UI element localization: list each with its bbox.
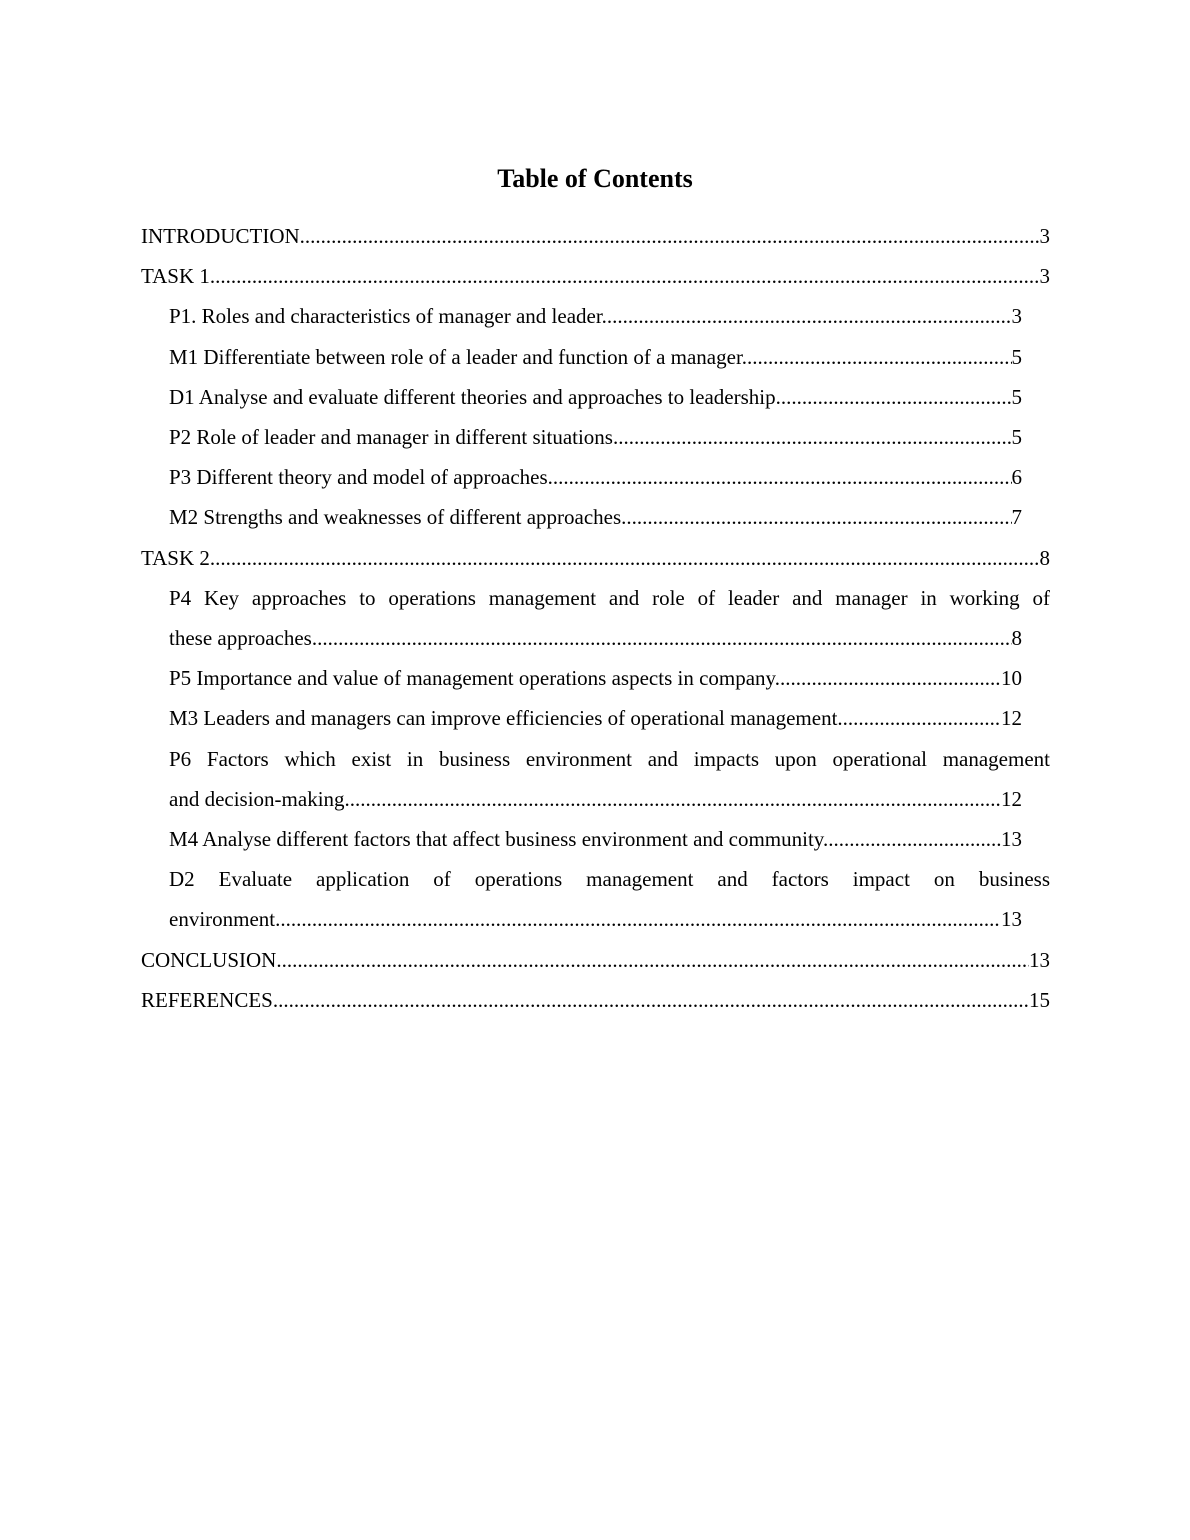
toc-entry-conclusion[interactable] bbox=[141, 940, 1050, 980]
toc-entry-text-line-2: environment bbox=[169, 907, 276, 932]
toc-entry-text: P5 Importance and value of management operations aspects in company bbox=[169, 666, 775, 691]
toc-entry-introduction[interactable] bbox=[141, 216, 1050, 256]
toc-entry-text: P3 Different theory and model of approaches bbox=[169, 465, 548, 490]
toc-entry-page: 6 bbox=[1011, 465, 1022, 490]
toc-entry-page: 3 bbox=[1011, 304, 1022, 329]
toc-entry-m3[interactable] bbox=[169, 698, 1022, 738]
toc-entry-text: CONCLUSION bbox=[141, 947, 277, 972]
toc-entry-task-1[interactable] bbox=[141, 256, 1050, 296]
toc-entry-page: 8 bbox=[1039, 545, 1050, 570]
toc-entry-page: 12 bbox=[1001, 786, 1022, 811]
toc-entry-page: 13 bbox=[1001, 827, 1022, 852]
toc-entry-text-line-2: these approaches bbox=[169, 626, 312, 651]
toc-entry-p3[interactable] bbox=[169, 457, 1022, 497]
toc-entry-references[interactable] bbox=[141, 980, 1050, 1020]
toc-entry-m4[interactable] bbox=[169, 819, 1022, 859]
toc-entry-text-line-1: P4 Key approaches to operations management and role of leader and manager in working of bbox=[169, 585, 1050, 610]
toc-entry-page: 15 bbox=[1029, 987, 1050, 1012]
toc-entry-text: P1. Roles and characteristics of manager and leader bbox=[169, 304, 602, 329]
toc-entry-p6[interactable] bbox=[169, 739, 1050, 819]
toc-title: Table of Contents bbox=[497, 164, 693, 193]
toc-entry-p4[interactable] bbox=[169, 578, 1050, 658]
toc-entry-d2[interactable] bbox=[169, 859, 1050, 939]
toc-entry-text: TASK 1 bbox=[141, 264, 210, 289]
toc-entry-text: M3 Leaders and managers can improve efficiencies of operational management bbox=[169, 706, 838, 731]
toc-entry-text: REFERENCES bbox=[141, 987, 273, 1012]
toc-entry-page: 5 bbox=[1011, 384, 1022, 409]
toc-entry-page: 7 bbox=[1011, 505, 1022, 530]
toc-entry-page: 5 bbox=[1011, 425, 1022, 450]
toc-entry-d1[interactable] bbox=[169, 377, 1022, 417]
toc-entry-text: D1 Analyse and evaluate different theories and approaches to leadership bbox=[169, 384, 776, 409]
toc-list bbox=[141, 216, 1050, 1020]
toc-entry-page: 10 bbox=[1001, 666, 1022, 691]
toc-entry-m1[interactable] bbox=[169, 337, 1022, 377]
toc-entry-text-line-1: P6 Factors which exist in business environment and impacts upon operational management bbox=[169, 746, 1050, 771]
toc-entry-page: 13 bbox=[1029, 947, 1050, 972]
toc-entry-m2[interactable] bbox=[169, 497, 1022, 537]
toc-entry-page: 3 bbox=[1039, 264, 1050, 289]
toc-entry-p5[interactable] bbox=[169, 658, 1022, 698]
toc-entry-text: M4 Analyse different factors that affect business environment and community bbox=[169, 827, 823, 852]
toc-entry-text-line-2: and decision-making bbox=[169, 786, 345, 811]
toc-entry-text: M1 Differentiate between role of a leader and function of a manager bbox=[169, 344, 742, 369]
toc-entry-page: 5 bbox=[1011, 344, 1022, 369]
toc-entry-text: P2 Role of leader and manager in different situations bbox=[169, 425, 613, 450]
toc-entry-page: 3 bbox=[1039, 224, 1050, 248]
toc-entry-task-2[interactable] bbox=[141, 538, 1050, 578]
toc-entry-page: 13 bbox=[1001, 907, 1022, 932]
toc-entry-text: TASK 2 bbox=[141, 545, 210, 570]
toc-entry-page: 12 bbox=[1001, 706, 1022, 731]
toc-entry-page: 8 bbox=[1011, 626, 1022, 651]
toc-entry-text: M2 Strengths and weaknesses of different approaches bbox=[169, 505, 622, 530]
toc-entry-p2[interactable] bbox=[169, 417, 1022, 457]
toc-entry-p1[interactable] bbox=[169, 296, 1022, 336]
toc-entry-text: INTRODUCTION bbox=[141, 224, 300, 248]
toc-entry-text-line-1: D2 Evaluate application of operations management and factors impact on business bbox=[169, 867, 1050, 892]
